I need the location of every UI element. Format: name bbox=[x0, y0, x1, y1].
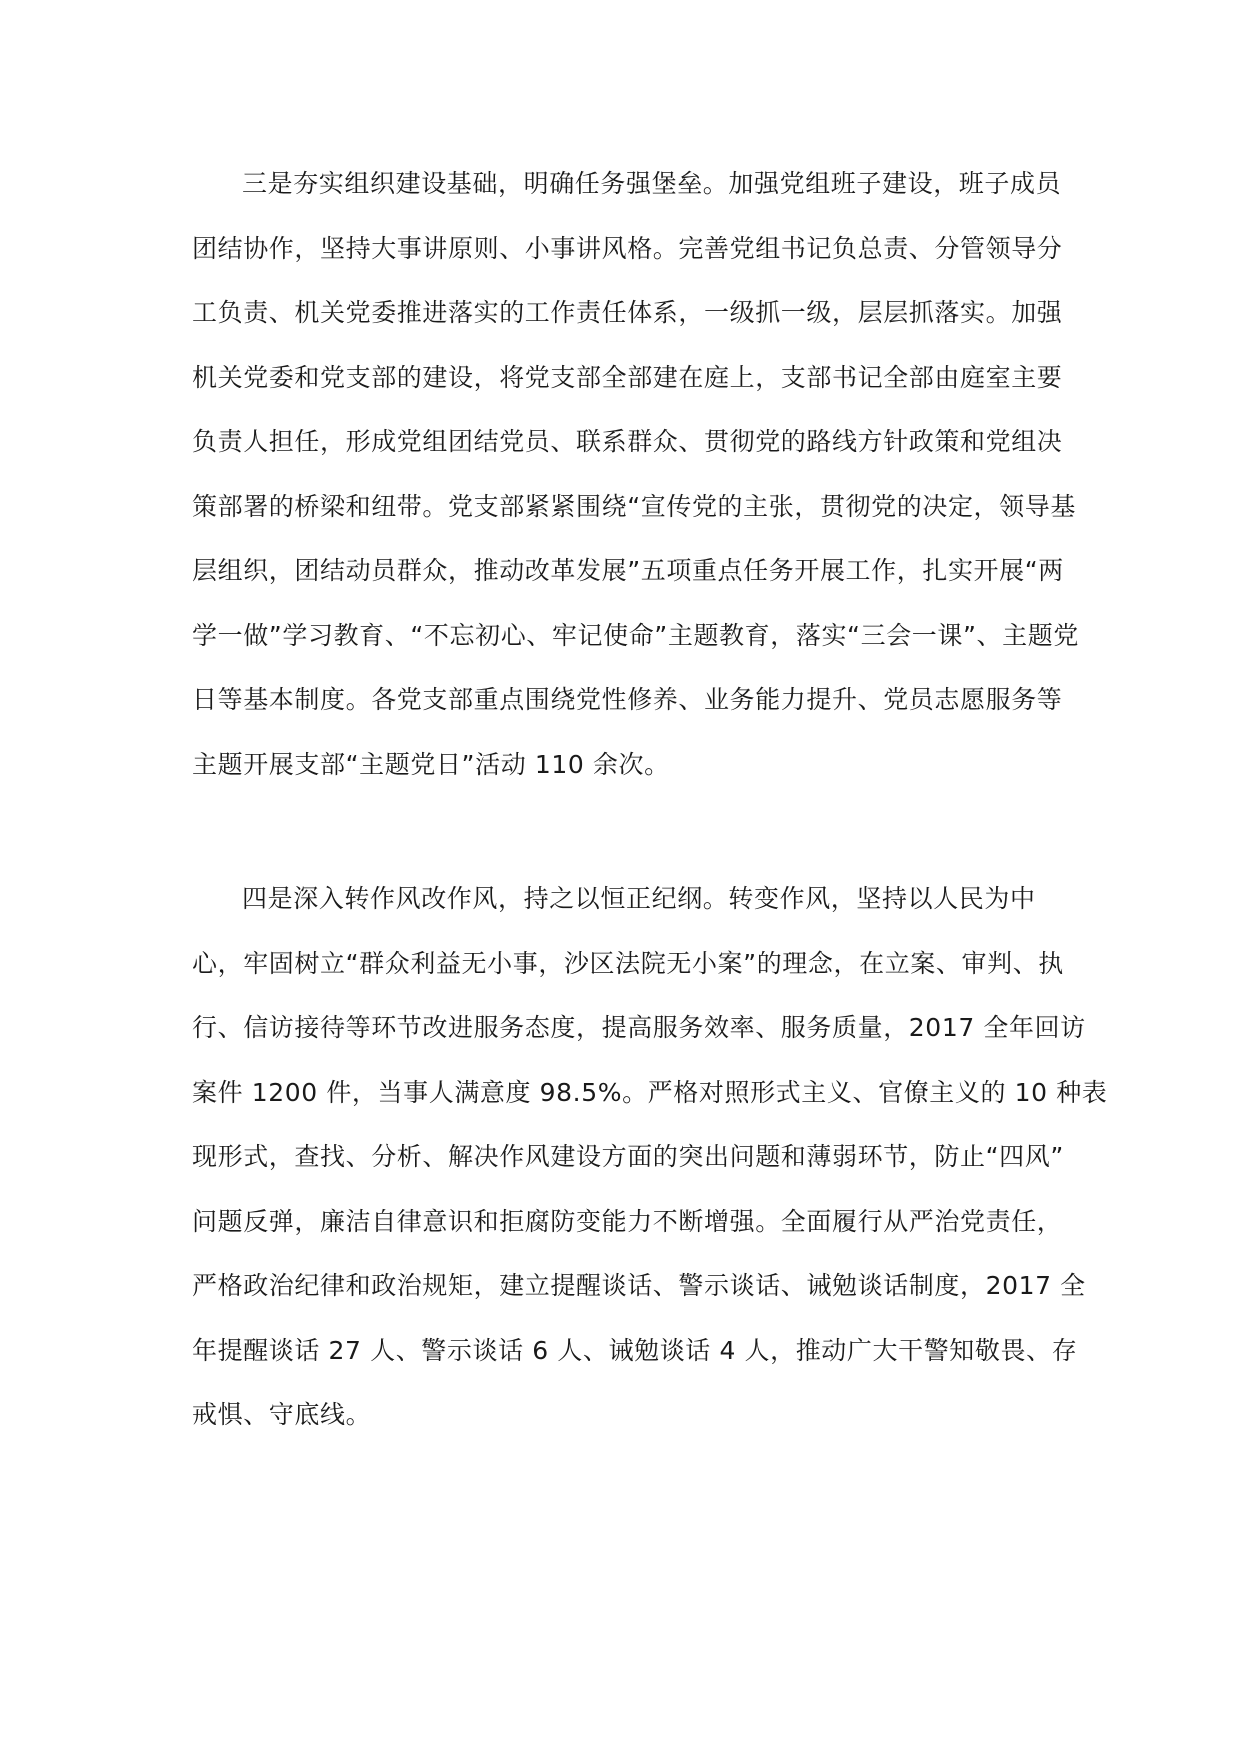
paragraph-work-style bbox=[192, 867, 1108, 1448]
paragraph-organization-building bbox=[192, 152, 1079, 797]
paragraph-line: 主题开展支部“主题党日”活动 110 余次。 bbox=[192, 749, 670, 779]
paragraph-line: 层组织，团结动员群众，推动改革发展”五项重点任务开展工作，扎实开展“两 bbox=[192, 556, 1064, 585]
paragraph-line: 现形式，查找、分析、解决作风建设方面的突出问题和薄弱环节，防止“四风” bbox=[192, 1142, 1064, 1171]
paragraph-line: 问题反弹，廉洁自律意识和拒腐防变能力不断增强。全面履行从严治党责任， bbox=[192, 1206, 1063, 1236]
paragraph-line: 四是深入转作风改作风，持之以恒正纪纲。转变作风，坚持以人民为中 bbox=[242, 884, 1036, 913]
paragraph-line: 负责人担任，形成党组团结党员、联系群众、贯彻党的路线方针政策和党组决 bbox=[192, 427, 1063, 456]
paragraph-line: 年提醒谈话 27 人、警示谈话 6 人、诫勉谈话 4 人，推动广大干警知敬畏、存 bbox=[192, 1335, 1078, 1365]
paragraph-line: 戒惧、守底线。 bbox=[192, 1400, 372, 1429]
paragraph-line: 工负责、机关党委推进落实的工作责任体系，一级抓一级，层层抓落实。加强 bbox=[192, 298, 1063, 327]
paragraph-line: 日等基本制度。各党支部重点围绕党性修养、业务能力提升、党员志愿服务等 bbox=[192, 685, 1063, 714]
paragraph-line: 心，牢固树立“群众利益无小事，沙区法院无小案”的理念，在立案、审判、执 bbox=[192, 948, 1064, 978]
paragraph-line: 机关党委和党支部的建设，将党支部全部建在庭上，支部书记全部由庭室主要 bbox=[192, 362, 1063, 392]
paragraph-line: 策部署的桥梁和纽带。党支部紧紧围绕“宣传党的主张，贯彻党的决定，领导基 bbox=[192, 491, 1076, 521]
paragraph-line: 严格政治纪律和政治规矩，建立提醒谈话、警示谈话、诫勉谈话制度，2017 全 bbox=[192, 1271, 1086, 1300]
paragraph-line: 案件 1200 件，当事人满意度 98.5%。严格对照形式主义、官僚主义的 10 种表 bbox=[192, 1077, 1108, 1107]
paragraph-line: 团结协作，坚持大事讲原则、小事讲风格。完善党组书记负总责、分管领导分 bbox=[192, 233, 1063, 263]
paragraph-line: 学一做”学习教育、“不忘初心、牢记使命”主题教育，落实“三会一课”、主题党 bbox=[192, 620, 1079, 650]
paragraph-line: 行、信访接待等环节改进服务态度，提高服务效率、服务质量，2017 全年回访 bbox=[192, 1013, 1086, 1042]
paragraph-line: 三是夯实组织建设基础，明确任务强堡垒。加强党组班子建设，班子成员 bbox=[242, 169, 1062, 198]
